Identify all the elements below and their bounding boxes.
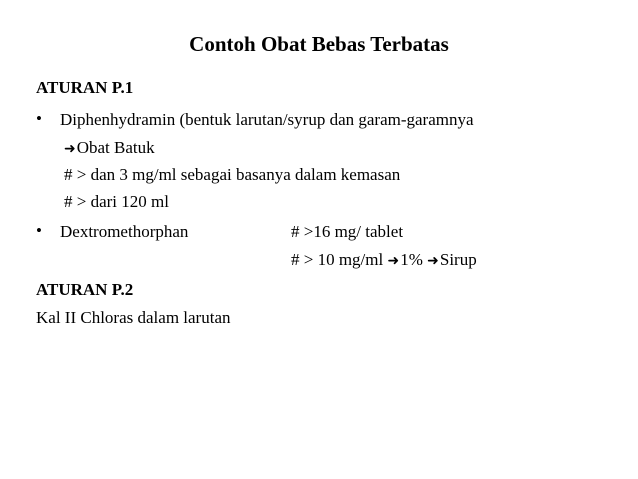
bullet-icon: • bbox=[36, 109, 42, 128]
rule1-heading: ATURAN P.1 bbox=[36, 78, 134, 97]
rule1-item2-spec1: # >16 mg/ tablet bbox=[291, 222, 404, 241]
rule1-item2-spec2-prefix: # > 10 mg/ml bbox=[291, 250, 384, 269]
rule1-item1-sub-line2: # > dari 120 ml bbox=[64, 192, 169, 211]
rule1-item2-text: Dextromethorphan bbox=[60, 222, 189, 241]
rule2-text: Kal II Chloras dalam larutan bbox=[36, 308, 231, 327]
right-arrow-icon: ➜ bbox=[427, 253, 439, 269]
rule1-item2-spec2-form: Sirup bbox=[439, 250, 477, 269]
rule1-item2-spec2-pct: 1% bbox=[400, 250, 423, 269]
right-arrow-icon: ➜ bbox=[387, 253, 400, 269]
right-arrow-icon: ➜ bbox=[64, 141, 76, 157]
rule1-item1-arrow-line bbox=[64, 137, 155, 160]
rule1-item1-text: Diphenhydramin (bentuk larutan/syrup dan garam-garamnya bbox=[60, 110, 474, 129]
bullet-icon: • bbox=[36, 221, 42, 240]
slide-title: Contoh Obat Bebas Terbatas bbox=[189, 32, 449, 56]
rule1-item2-spec2 bbox=[291, 249, 477, 272]
rule1-item1-sub-arrow: Obat Batuk bbox=[76, 138, 155, 157]
rule1-item1-sub-line1: # > dan 3 mg/ml sebagai basanya dalam kemasan bbox=[64, 165, 401, 184]
rule2-heading: ATURAN P.2 bbox=[36, 280, 134, 299]
